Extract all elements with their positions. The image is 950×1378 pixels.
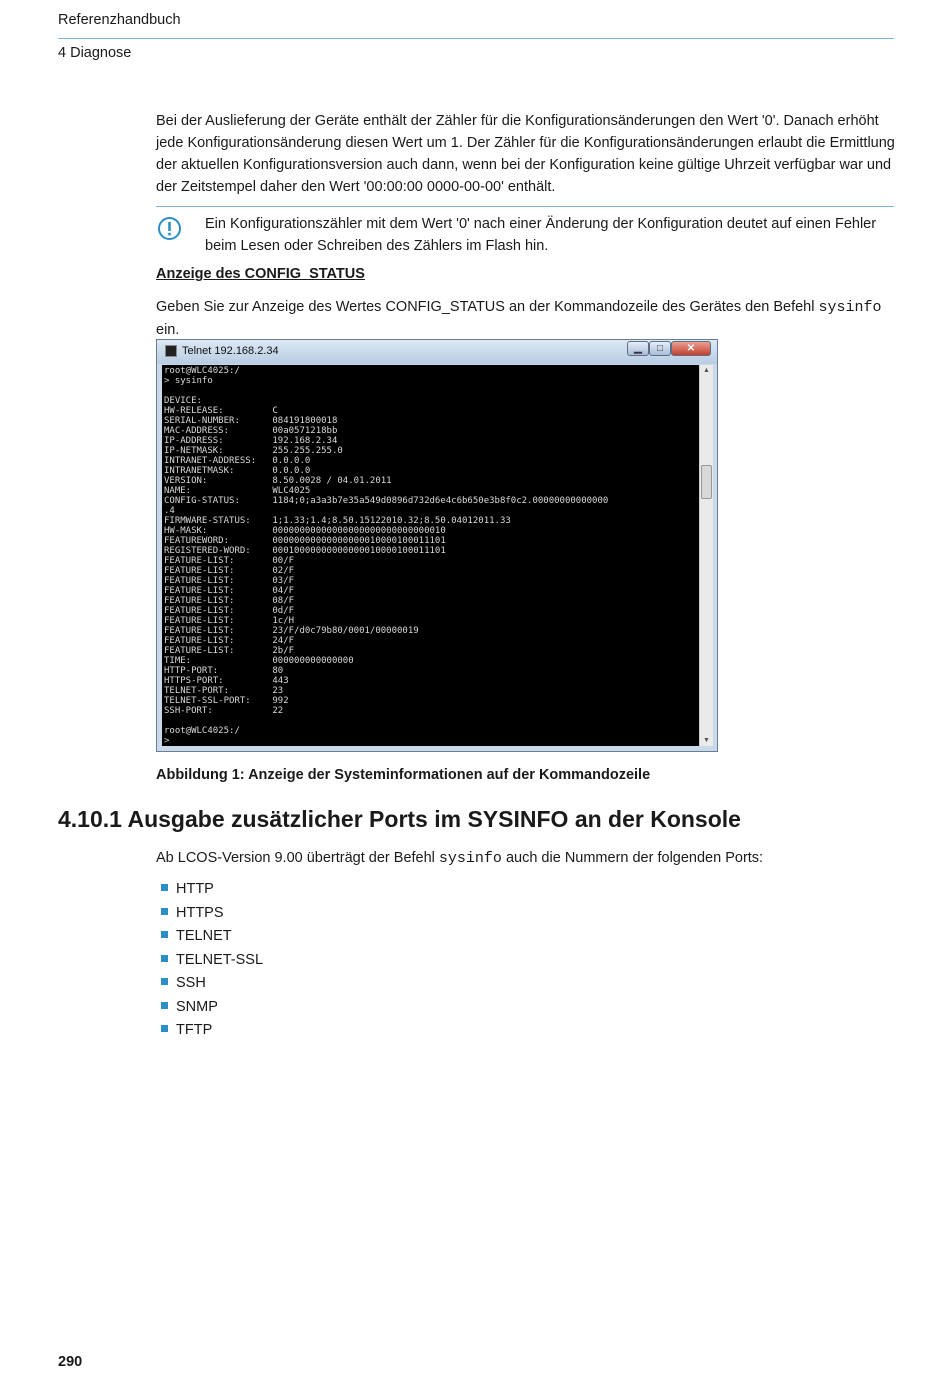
minimize-button: ▁	[627, 341, 649, 356]
list-item	[158, 925, 263, 949]
port-name: TELNET-SSL	[176, 951, 264, 968]
list-item	[158, 1019, 263, 1043]
maximize-button: □	[649, 341, 671, 356]
attention-icon	[157, 216, 182, 241]
instruction-text-end: ein.	[156, 322, 180, 338]
sysinfo-command-inline: sysinfo	[438, 850, 502, 867]
instruction-text: Geben Sie zur Anzeige des Wertes CONFIG_STATUS an der Kommandozeile des Gerätes den Befehl	[156, 299, 819, 315]
square-bullet-icon	[161, 978, 168, 985]
list-item	[158, 949, 263, 973]
sysinfo-command: sysinfo	[818, 299, 882, 316]
port-name: SNMP	[176, 998, 218, 1015]
note-divider	[156, 206, 894, 207]
square-bullet-icon	[161, 884, 168, 891]
scroll-thumb	[701, 465, 712, 499]
square-bullet-icon	[161, 955, 168, 962]
telnet-app-icon	[165, 345, 177, 357]
figure-caption: Abbildung 1: Anzeige der Systeminformationen auf der Kommandozeile	[156, 767, 651, 783]
instruction-paragraph	[156, 296, 896, 341]
note-text: Ein Konfigurationszähler mit dem Wert '0' nach einer Änderung der Konfiguration deutet auf einen Fehler beim Lesen oder Schreiben des Zählers im Flash hin.	[205, 216, 877, 254]
section-intro-text: Ab LCOS-Version 9.00 überträgt der Befehl	[156, 850, 439, 866]
header-divider	[58, 38, 894, 39]
list-item	[158, 902, 263, 926]
port-name: TELNET	[176, 928, 232, 944]
window-titlebar	[157, 340, 717, 364]
section-intro	[156, 847, 896, 870]
window-title: Telnet 192.168.2.34	[182, 345, 279, 357]
square-bullet-icon	[161, 1025, 168, 1032]
console-output	[162, 365, 699, 746]
running-header-chapter: 4 Diagnose	[58, 45, 132, 61]
subheading: Anzeige des CONFIG_STATUS	[156, 266, 365, 282]
port-name: TFTP	[176, 1022, 213, 1038]
square-bullet-icon	[161, 931, 168, 938]
scroll-down-arrow-icon: ▼	[703, 737, 710, 744]
port-name: HTTPS	[176, 904, 224, 921]
port-name: SSH	[176, 975, 206, 991]
telnet-window-screenshot	[156, 339, 718, 752]
scroll-up-arrow-icon: ▲	[703, 367, 710, 374]
page-number: 290	[58, 1354, 83, 1370]
list-item	[158, 972, 263, 996]
intro-paragraph: Bei der Auslieferung der Geräte enthält der Zähler für die Konfigurationsänderungen den Wert '0'. Danach erhöht jede Konfigurationsänderung diesen Wert um 1. Der Zähler für die Konfigurationsänderungen erlaubt die Ermittlung der aktuellen Konfigurationsversion auch dann, wenn bei der Konfiguration keine gültige Uhrzeit verfügbar war und der Zeitstempel daher den Wert '00:00:00 0000-00-00' enthält.	[156, 113, 895, 195]
port-name: HTTP	[176, 881, 214, 897]
ports-list	[158, 878, 263, 1043]
section-intro-text-end: auch die Nummern der folgenden Ports:	[501, 850, 764, 866]
running-header-title: Referenzhandbuch	[58, 12, 181, 28]
console-scrollbar	[699, 365, 713, 746]
square-bullet-icon	[161, 1002, 168, 1009]
close-button: ✕	[671, 341, 711, 356]
console-text: root@WLC4025:/ > sysinfo DEVICE: HW-RELEASE: C SERIAL-NUMBER: 084191800018 MAC-ADDRESS: 00a0571218bb IP-ADDRESS: 192.168.2.34 IP-NETMASK: 255.255.255.0 INTRANET-ADDRESS: 0.0.0.0 INTRANETMASK: 0.0.0.0 VERSION: 8.50.0028 / 04.01.2011 NAME: WLC4025 CONFIG-STATUS: 1184;0;a3a3b7e35a549d0896d732d6e4c6b650e3b8f0c2.00000000000000 .4 FIRMWARE-STATUS: 1;1.33;1.4;8.50.15122010.32;8.50.04012011.33 HW-MASK: 00000000000000000000000000000010 FEATUREWORD: 00000000000000000010000100011101 REGISTERED-WORD: 00010000000000000010000100011101 FEATURE-LIST: 00/F FEATURE-LIST: 02/F FEATURE-LIST: 03/F FEATURE-LIST: 04/F FEATURE-LIST: 08/F FEATURE-LIST: 0d/F FEATURE-LIST: 1c/H FEATURE-LIST: 23/F/d0c79b80/0001/00000019 FEATURE-LIST: 24/F FEATURE-LIST: 2b/F TIME: 000000000000000 HTTP-PORT: 80 HTTPS-PORT: 443 TELNET-PORT: 23 TELNET-SSL-PORT: 992 SSH-PORT: 22 root@WLC4025:/ >	[164, 366, 609, 746]
section-heading: 4.10.1 Ausgabe zusätzlicher Ports im SYSINFO an der Konsole	[58, 806, 741, 832]
list-item	[158, 996, 263, 1020]
square-bullet-icon	[161, 908, 168, 915]
list-item	[158, 878, 263, 902]
